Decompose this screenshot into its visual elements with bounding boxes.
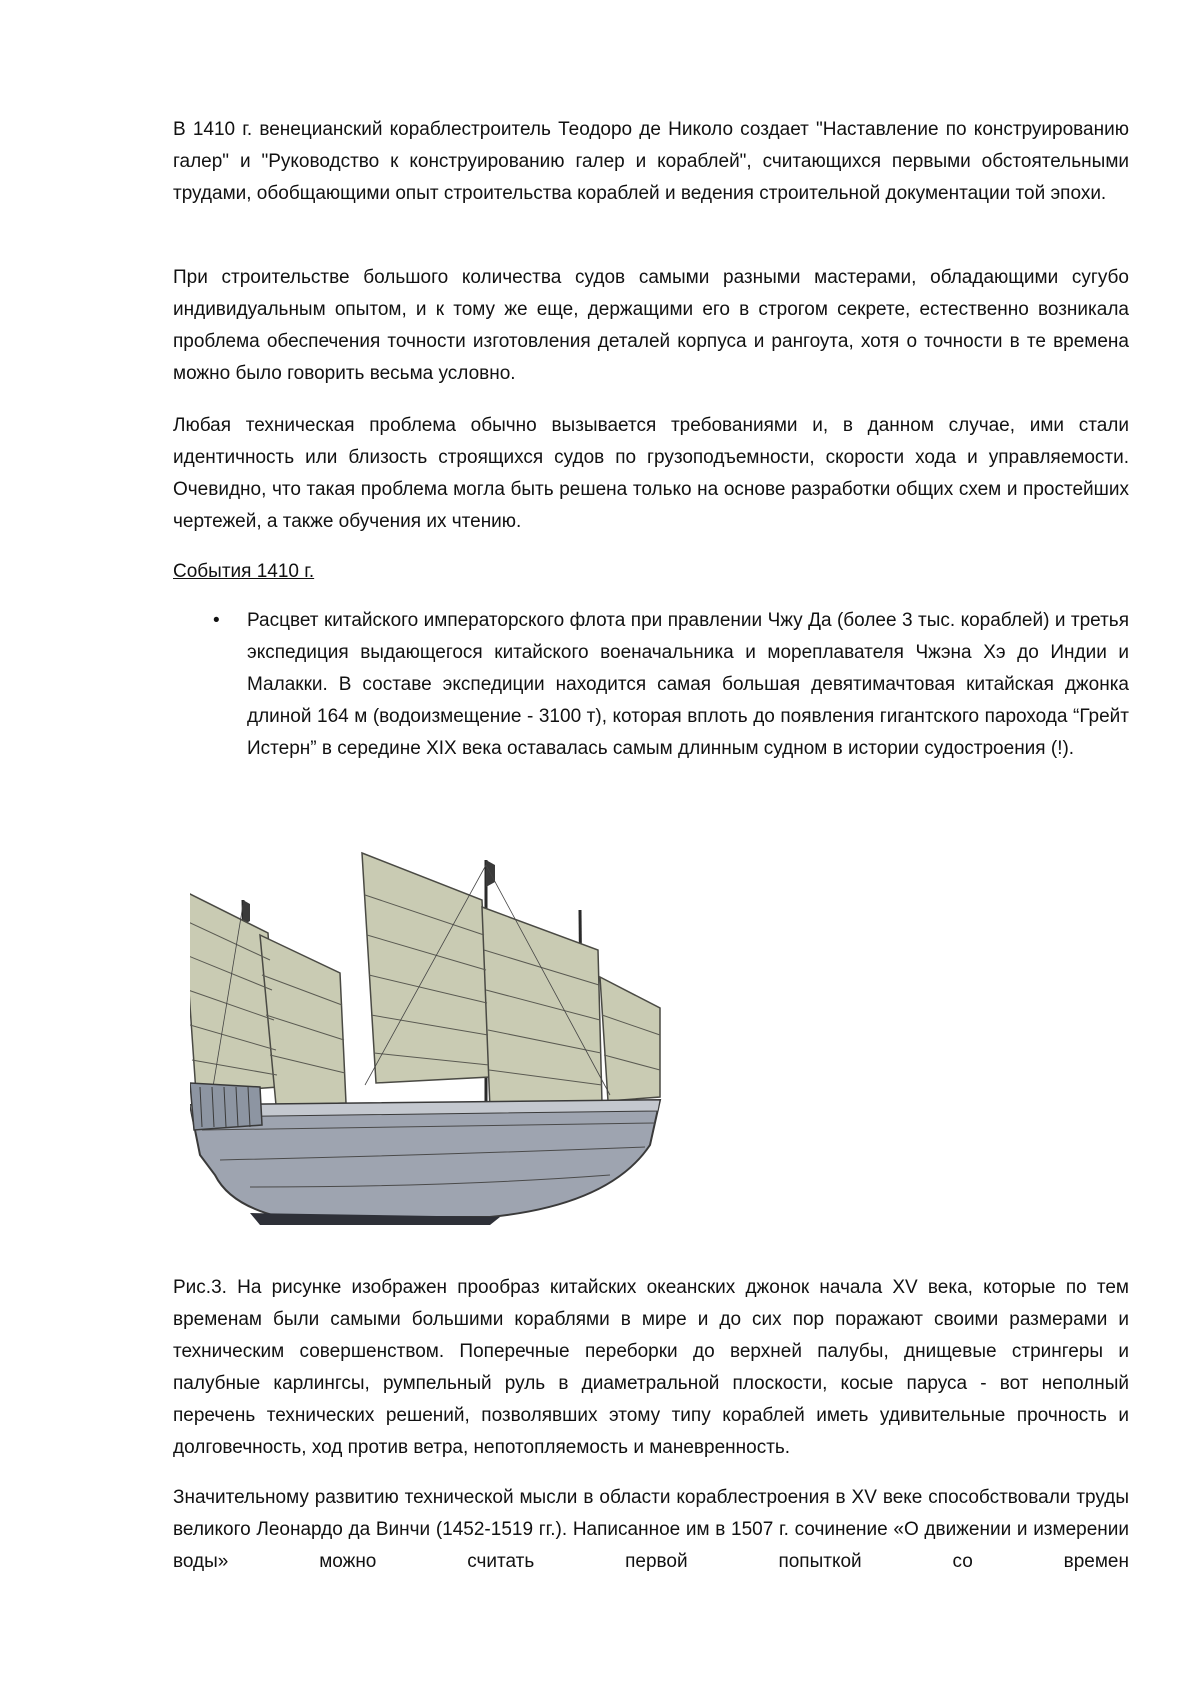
list-item	[173, 605, 1129, 765]
bullet-icon: •	[213, 610, 220, 631]
events-heading: События 1410 г.	[173, 561, 315, 582]
events-list	[173, 605, 1129, 765]
list-item-text: Расцвет китайского императорского флота при правлении Чжу Да (более 3 тыс. кораблей) и третья экспедиция выдающегося китайского военачальника и мореплавателя Чжэна Хэ до Индии и Малакки. В составе экспедиции находится самая большая девятимачтовая китайская джонка длиной 164 м (водоизмещение - 3100 т), которая вплоть до появления гигантского парохода “Грейт Истерн” в середине XIX века оставалась самым длинным судном в истории судостроения (!).	[247, 610, 1129, 759]
chinese-junk-ship-illustration	[190, 825, 710, 1230]
paragraph-theodoro-de-nicolo: В 1410 г. венецианский кораблестроитель Теодоро де Николо создает "Наставление по конструированию галер" и "Руководство к конструированию галер и кораблей", считающихся первыми обстоятельными трудами, обобщающими опыт строительства кораблей и ведения строительной документации той эпохи.	[173, 119, 1129, 204]
paragraph-accuracy-problem: При строительстве большого количества судов самыми разными мастерами, обладающими сугубо индивидуальным опытом, и к тому же еще, держащими его в строгом секрете, естественно возникала проблема обеспечения точности изготовления деталей корпуса и рангоута, хотя о точности в те времена можно было говорить весьма условно.	[173, 267, 1129, 384]
paragraph-technical-problem: Любая техническая проблема обычно вызывается требованиями и, в данном случае, ими стали идентичность или близость строящихся судов по грузоподъемности, скорости хода и управляемости. Очевидно, что такая проблема могла быть решена только на основе разработки общих схем и простейших чертежей, а также обучения их чтению.	[173, 415, 1129, 532]
paragraph-leonardo-da-vinci: Значительному развитию технической мысли в области кораблестроения в XV веке способствовали труды великого Леонардо да Винчи (1452-1519 гг.). Написанное им в 1507 г. сочинение «О движении и измерении воды» можно считать первой попыткой со времен	[173, 1487, 1129, 1572]
figure-caption: Рис.3. На рисунке изображен прообраз китайских океанских джонок начала XV века, которые по тем временам были самыми большими кораблями в мире и до сих пор поражают своими размерами и техническим совершенством. Поперечные переборки до верхней палубы, днищевые стрингеры и палубные карлингсы, румпельный руль в диаметральной плоскости, косые паруса - вот неполный перечень технических решений, позволявших этому типу кораблей иметь удивительные прочность и долговечность, ход против ветра, непотопляемость и маневренность.	[173, 1277, 1129, 1458]
junk-ship-icon	[190, 825, 710, 1230]
